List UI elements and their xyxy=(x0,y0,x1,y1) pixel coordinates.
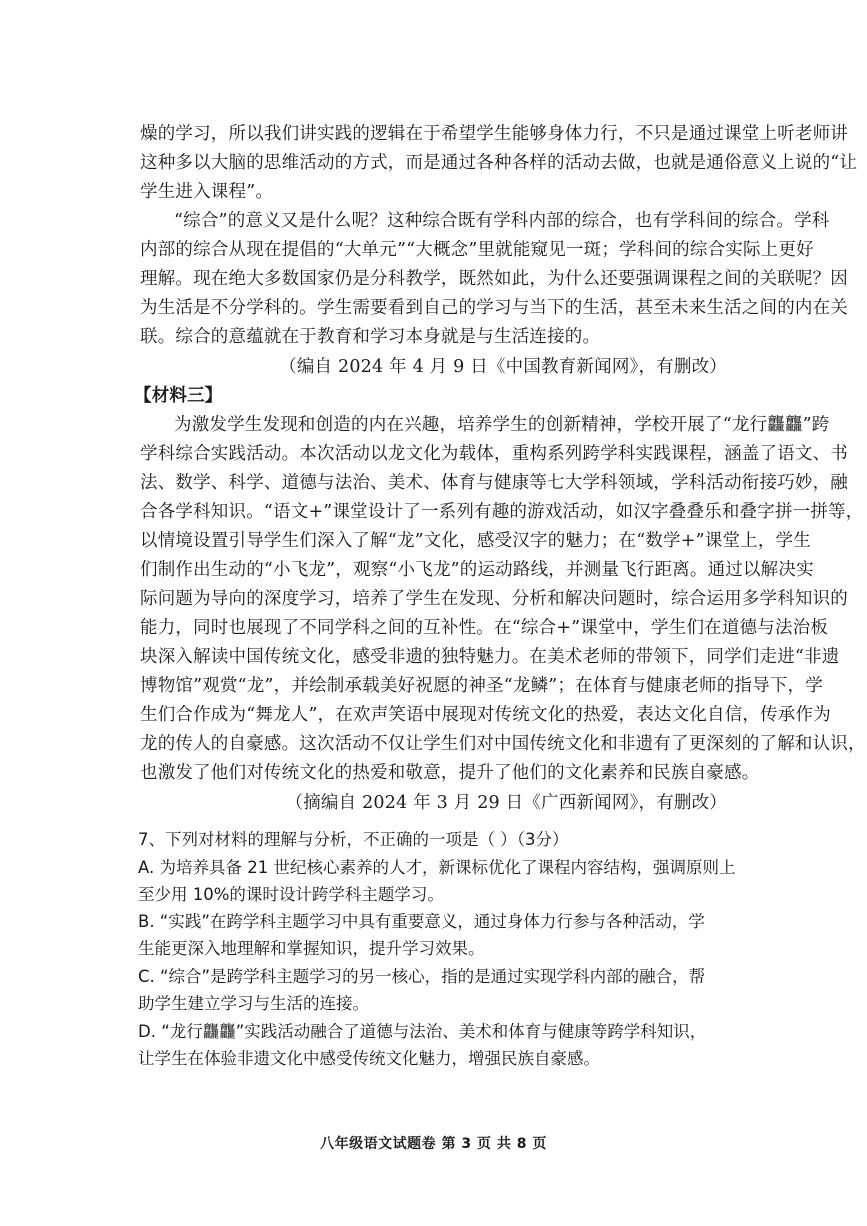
paragraph-line: “综合”的意义又是什么呢？这种综合既有学科内部的综合，也有学科间的综合。学科 xyxy=(174,211,830,231)
paragraph-line: 理解。现在绝大多数国家仍是分科教学，既然如此，为什么还要强调课程之间的关联呢？因 xyxy=(140,269,848,289)
passage-line: 学生进入课程”。 xyxy=(140,182,274,202)
option-a-line: A. 为培养具备 21 世纪核心素养的人才，新课标优化了课程内容结构，强调原则上 xyxy=(138,858,736,877)
material-heading: 【材料三】 xyxy=(134,386,223,406)
option-a-line: 至少用 10%的课时设计跨学科主题学习。 xyxy=(138,885,444,904)
passage-line: 这种多以大脑的思维活动的方式，而是通过各种各样的活动去做，也就是通俗意义上说的“让 xyxy=(140,153,858,173)
material-line: 合各学科知识。“语文+”课堂设计了一系列有趣的游戏活动，如汉字叠叠乐和叠字拼一拼等， xyxy=(140,502,864,522)
material-line: 龙的传人的自豪感。这次活动不仅让学生们对中国传统文化和非遗有了更深刻的了解和认识， xyxy=(140,734,866,754)
material-line: 们制作出生动的“小飞龙”，观察“小飞龙”的运动路线，并测量飞行距离。通过以解决实 xyxy=(140,560,814,580)
material-line: 为激发学生发现和创造的内在兴趣，培养学生的创新精神，学校开展了“龙行龘龘”跨 xyxy=(174,415,830,435)
option-c-line: C. “综合”是跨学科主题学习的另一核心，指的是通过实现学科内部的融合，帮 xyxy=(138,967,706,986)
option-c-line: 助学生建立学习与生活的连接。 xyxy=(138,994,369,1013)
passage-line: 燥的学习，所以我们讲实践的逻辑在于希望学生能够身体力行，不只是通过课堂上听老师讲 xyxy=(140,124,848,144)
material-line: 块深入解读中国传统文化，感受非遗的独特魅力。在美术老师的带领下，同学们走进“非遗 xyxy=(140,647,840,667)
material-line: 生们合作成为“舞龙人”，在欢声笑语中展现对传统文化的热爱，表达文化自信，传承作为 xyxy=(140,705,831,725)
option-b-line: B. “实践”在跨学科主题学习中具有重要意义，通过身体力行参与各种活动，学 xyxy=(138,912,705,931)
material-line: 学科综合实践活动。本次活动以龙文化为载体，重构系列跨学科实践课程，涵盖了语文、书 xyxy=(140,444,848,464)
material-line: 以情境设置引导学生们深入了解“龙”文化，感受汉字的魅力；在“数学+”课堂上，学生 xyxy=(140,531,811,551)
option-d-line: 让学生在体验非遗文化中感受传统文化魅力，增强民族自豪感。 xyxy=(138,1049,600,1068)
option-b-line: 生能更深入地理解和掌握知识，提升学习效果。 xyxy=(138,939,485,958)
paragraph-line: 联。综合的意蕴就在于教育和学习本身就是与生活连接的。 xyxy=(140,327,601,347)
source-citation: （编自 2024 年 4 月 9 日《中国教育新闻网》，有删改） xyxy=(279,357,727,377)
question-stem: 7、下列对材料的理解与分析，不正确的一项是（ ）（3分） xyxy=(138,830,569,849)
material-line: 法、数学、科学、道德与法治、美术、体育与健康等七大学科领域，学科活动衔接巧妙，融 xyxy=(140,473,848,493)
paragraph-line: 为生活是不分学科的。学生需要看到自己的学习与当下的生活，甚至未来生活之间的内在关 xyxy=(140,298,848,318)
paragraph-line: 内部的综合从现在提倡的“大单元”“大概念”里就能窥见一斑；学科间的综合实际上更好 xyxy=(140,240,814,260)
page-footer: 八年级语文试题卷 第 3 页 共 8 页 xyxy=(320,1136,547,1152)
source-citation: （摘编自 2024 年 3 月 29 日《广西新闻网》，有删改） xyxy=(285,793,727,813)
option-d-line: D. “龙行龘龘”实践活动融合了道德与法治、美术和体育与健康等跨学科知识， xyxy=(138,1022,707,1041)
material-line: 际问题为导向的深度学习，培养了学生在发现、分析和解决问题时，综合运用多学科知识的 xyxy=(140,589,848,609)
material-line: 博物馆”观赏“龙”，并绘制承载美好祝愿的神圣“龙鳞”；在体育与健康老师的指导下，学 xyxy=(140,676,823,696)
material-line: 也激发了他们对传统文化的热爱和敬意，提升了他们的文化素养和民族自豪感。 xyxy=(140,763,760,783)
material-line: 能力，同时也展现了不同学科之间的互补性。在“综合+”课堂中，学生们在道德与法治板 xyxy=(140,618,829,638)
